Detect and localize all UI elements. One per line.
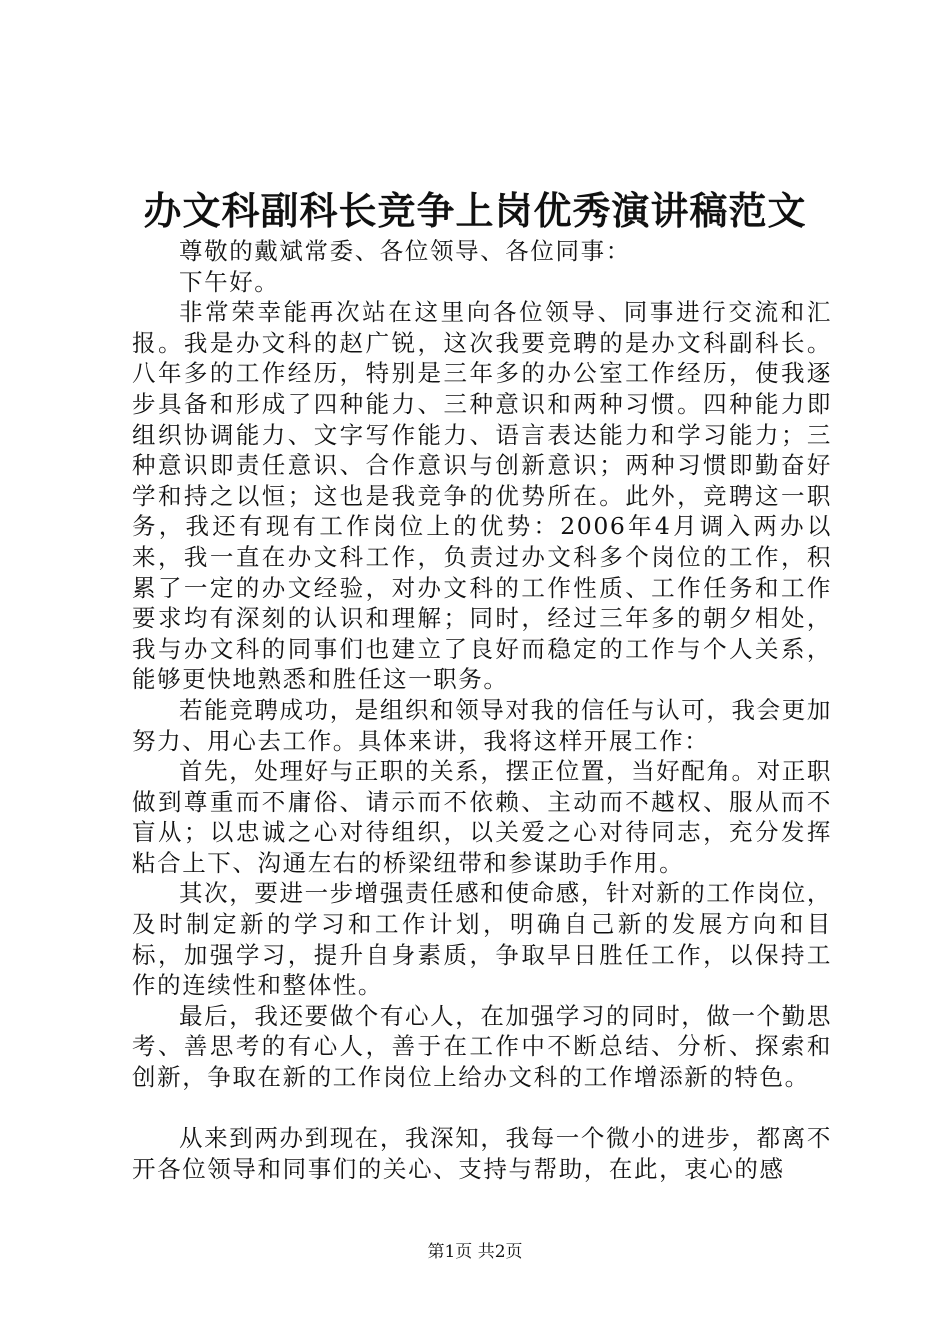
third-point-paragraph: 最后，我还要做个有心人，在加强学习的同时，做一个勤思考、善思考的有心人，善于在工作中不断总结、分析、探索和创新，争取在新的工作岗位上给办文科的工作增添新的特色。: [132, 1001, 832, 1092]
second-point-paragraph: 其次，要进一步增强责任感和使命感，针对新的工作岗位，及时制定新的学习和工作计划，明确自己新的发展方向和目标，加强学习，提升自身素质，争取早日胜任工作，以保持工作的连续性和整体性。: [132, 879, 832, 1000]
introduction-paragraph: 非常荣幸能再次站在这里向各位领导、同事进行交流和汇报。我是办文科的赵广锐，这次我要竞聘的是办文科副科长。八年多的工作经历，特别是三年多的办公室工作经历，使我逐步具备和形成了四种能力、三种意识和两种习惯。四种能力即组织协调能力、文字写作能力、语言表达能力和学习能力；三种意识即责任意识、合作意识与创新意识；两种习惯即勤奋好学和持之以恒；这也是我竞争的优势所在。此外，竞聘这一职务，我还有现有工作岗位上的优势：2006年4月调入两办以来，我一直在办文科工作，负责过办文科多个岗位的工作，积累了一定的办文经验，对办文科的工作性质、工作任务和工作要求均有深刻的认识和理解；同时，经过三年多的朝夕相处，我与办文科的同事们也建立了良好而稳定的工作与个人关系，能够更快地熟悉和胜任这一职务。: [132, 298, 832, 694]
closing-paragraph: 从来到两办到现在，我深知，我每一个微小的进步，都离不开各位领导和同事们的关心、支持与帮助，在此，衷心的感: [132, 1124, 832, 1183]
page-footer: 第1页 共2页: [427, 1242, 523, 1262]
document-body: [132, 236, 832, 1184]
document-title: 办文科副科长竞争上岗优秀演讲稿范文: [143, 188, 807, 233]
greeting-paragraph: 下午好。: [179, 267, 280, 296]
salutation-paragraph: 尊敬的戴斌常委、各位领导、各位同事：: [179, 237, 631, 265]
commitment-paragraph: 若能竞聘成功，是组织和领导对我的信任与认可，我会更加努力、用心去工作。具体来讲，我将这样开展工作：: [132, 695, 832, 755]
first-point-paragraph: 首先，处理好与正职的关系，摆正位置，当好配角。对正职做到尊重而不庸俗、请示而不依赖、主动而不越权、服从而不盲从；以忠诚之心对待组织，以关爱之心对待同志，充分发挥粘合上下、沟通左右的桥梁纽带和参谋助手作用。: [132, 757, 832, 877]
